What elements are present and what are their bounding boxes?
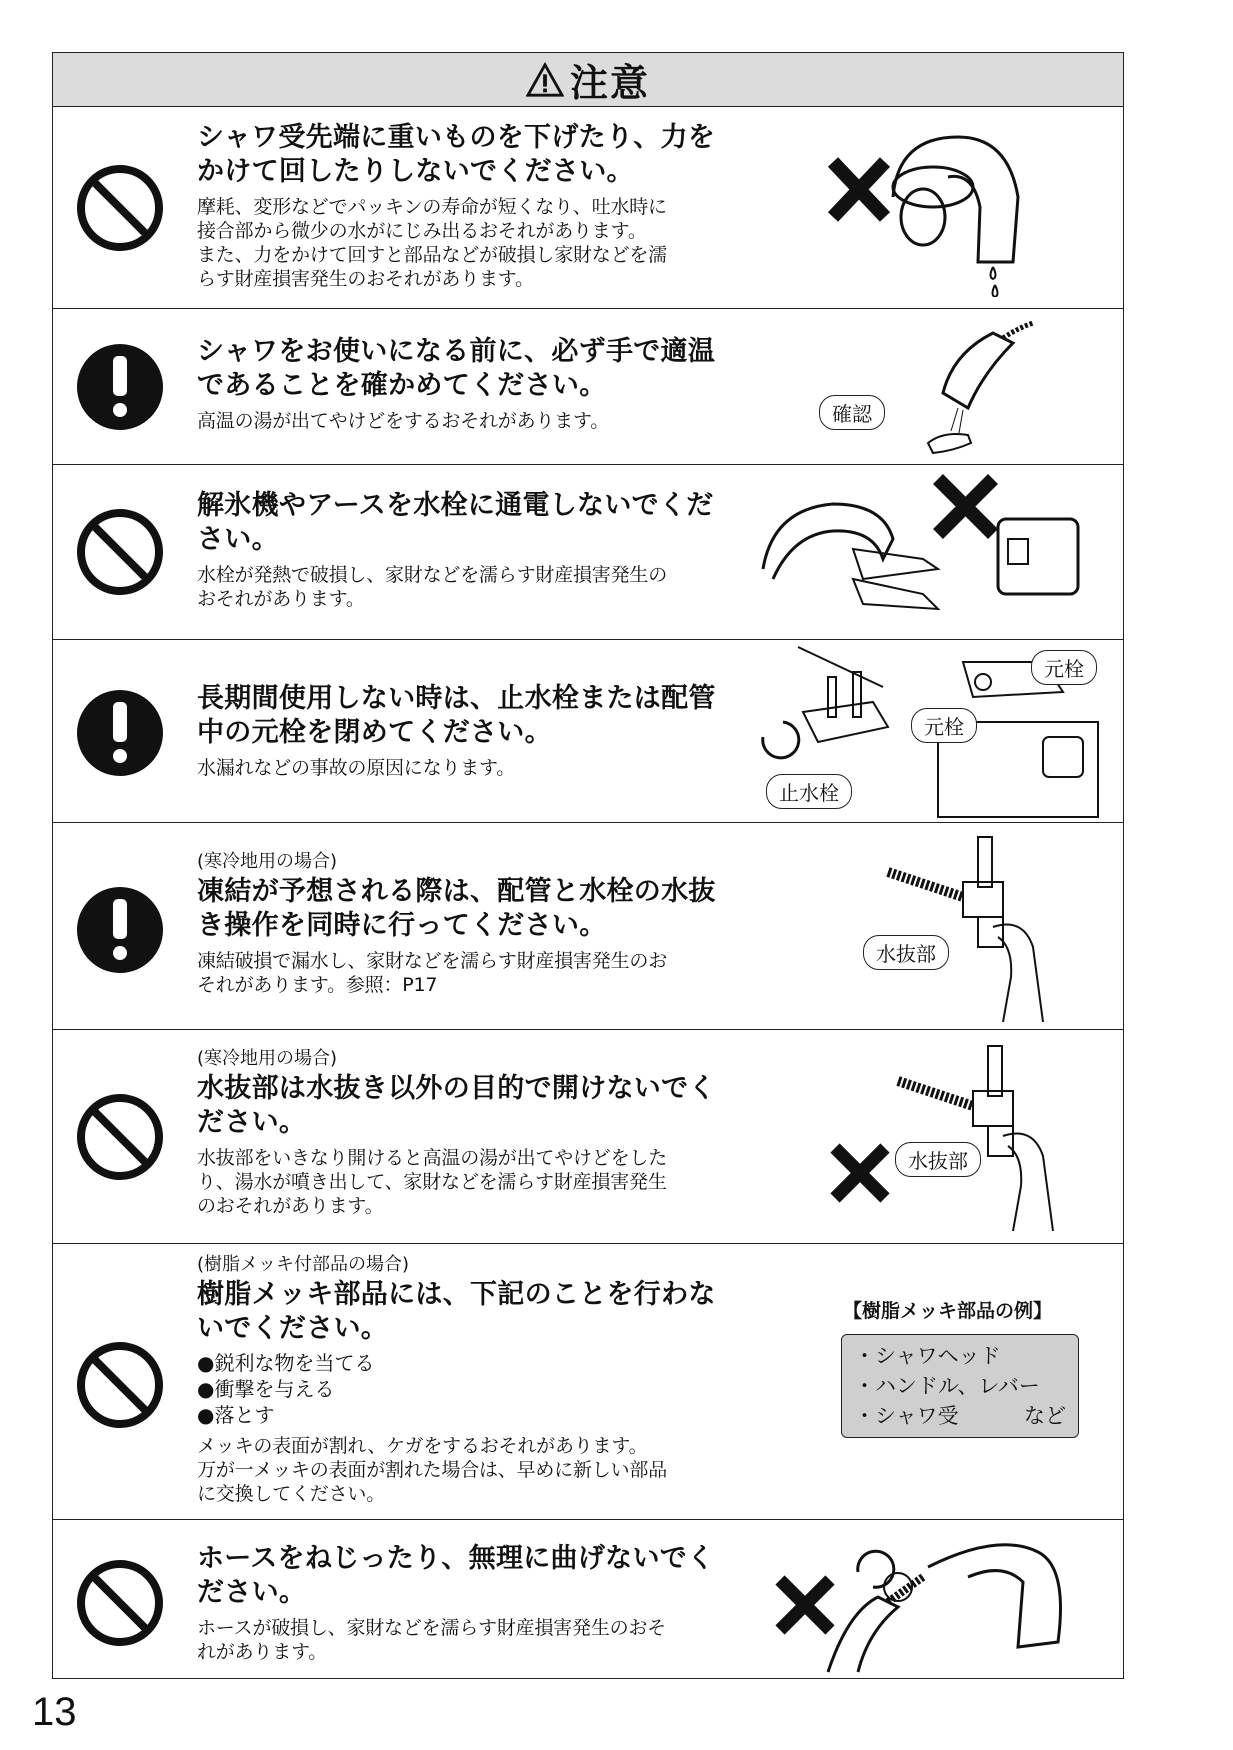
example-box xyxy=(841,1334,1079,1438)
item-body: ホースが破損し、家財などを濡らす財産損害発生のおそ れがあります。 xyxy=(197,1617,667,1663)
example-item: ・ハンドル、レバー xyxy=(854,1374,1040,1398)
item-body: 水栓が発熱で破損し、家財などを濡らす財産損害発生の おそれがあります。 xyxy=(197,564,668,610)
caution-header xyxy=(53,53,1123,107)
main-valve-label-2: 元栓 xyxy=(911,708,977,743)
caution-item-5 xyxy=(53,823,1123,1030)
prohibition-icon xyxy=(75,507,165,597)
item-body: 水抜部をいきなり開けると高温の湯が出てやけどをした り、湯水が噴き出して、家財などを濡らす財産損害発生 のおそれがあります。 xyxy=(197,1147,668,1217)
drain-valve-prohibited-illustration xyxy=(823,1036,1123,1236)
bullet-item: ●鋭利な物を当てる xyxy=(197,1351,375,1375)
mandatory-icon xyxy=(75,688,165,778)
caution-item-7 xyxy=(53,1244,1123,1520)
drain-valve-operation-illustration xyxy=(883,827,1083,1027)
item-body: メッキの表面が割れ、ケガをするおそれがあります。 万が一メッキの表面が割れた場合は、早めに新しい部品 に交換してください。 xyxy=(197,1435,668,1505)
item-body: 高温の湯が出てやけどをするおそれがあります。 xyxy=(197,410,610,432)
item-note: (樹脂メッキ付部品の場合) xyxy=(197,1254,410,1275)
caution-item-3 xyxy=(53,465,1123,640)
prohibition-icon xyxy=(75,163,165,253)
example-suffix: など xyxy=(1024,1404,1066,1428)
caution-frame xyxy=(52,52,1124,1679)
prohibition-icon xyxy=(75,1092,165,1182)
item-body: 凍結破損で漏水し、家財などを濡らす財産損害発生のお それがあります。参照：P17 xyxy=(197,950,668,996)
faucet-heavy-load-illustration xyxy=(758,117,1038,297)
item-heading: 長期間使用しない時は、止水栓または配管 中の元栓を閉めてください。 xyxy=(197,683,716,748)
mandatory-icon xyxy=(75,885,165,975)
bullet-item: ●衝撃を与える xyxy=(197,1377,335,1401)
caution-item-8 xyxy=(53,1520,1123,1680)
mandatory-icon xyxy=(75,342,165,432)
hose-twist-prohibited-illustration xyxy=(758,1522,1088,1677)
bullet-list xyxy=(197,1350,777,1428)
item-heading: 水抜部は水抜き以外の目的で開けないでく ださい。 xyxy=(197,1073,716,1138)
caution-title: 注意 xyxy=(569,61,650,105)
deicer-ground-illustration xyxy=(753,469,1083,639)
example-item: ・シャワ受 など xyxy=(854,1401,1066,1431)
page-number: 13 xyxy=(32,1690,77,1734)
drain-section-label: 水抜部 xyxy=(895,1142,981,1177)
item-heading: シャワ受先端に重いものを下げたり、力を かけて回したりしないでください。 xyxy=(197,122,716,187)
main-valve-label: 元栓 xyxy=(1031,650,1097,685)
item-body: 摩耗、変形などでパッキンの寿命が短くなり、吐水時に 接合部から微少の水がにじみ出るおそれがあります。 また、力をかけて回すと部品などが破損し家財などを濡 らす財産損害発生のおそれがあります。 xyxy=(197,196,668,290)
item-note: (寒冷地用の場合) xyxy=(197,851,338,872)
caution-item-1 xyxy=(53,107,1123,309)
prohibition-icon xyxy=(75,1558,165,1648)
drain-section-label: 水抜部 xyxy=(863,935,949,970)
item-heading: 凍結が予想される際は、配管と水栓の水抜 き操作を同時に行ってください。 xyxy=(197,876,716,941)
stop-valve-label: 止水栓 xyxy=(766,774,852,809)
warning-triangle-icon xyxy=(526,62,564,98)
check-label: 確認 xyxy=(819,395,885,430)
caution-item-2 xyxy=(53,309,1123,465)
bullet-item: ●落とす xyxy=(197,1403,275,1427)
item-heading: シャワをお使いになる前に、必ず手で適温 であることを確かめてください。 xyxy=(197,336,716,401)
item-note: (寒冷地用の場合) xyxy=(197,1048,338,1069)
item-body: 水漏れなどの事故の原因になります。 xyxy=(197,757,516,779)
example-title: 【樹脂メッキ部品の例】 xyxy=(843,1300,1053,1322)
item-heading: 樹脂メッキ部品には、下記のことを行わな いでください。 xyxy=(197,1279,716,1344)
caution-item-6 xyxy=(53,1030,1123,1244)
shower-temperature-check-illustration xyxy=(873,313,1073,463)
prohibition-icon xyxy=(75,1340,165,1430)
item-heading: 解氷機やアースを水栓に通電しないでくだ さい。 xyxy=(197,490,714,555)
caution-item-4 xyxy=(53,640,1123,823)
example-item: ・シャワヘッド xyxy=(854,1344,1001,1368)
item-heading: ホースをねじったり、無理に曲げないでく ださい。 xyxy=(197,1543,715,1608)
